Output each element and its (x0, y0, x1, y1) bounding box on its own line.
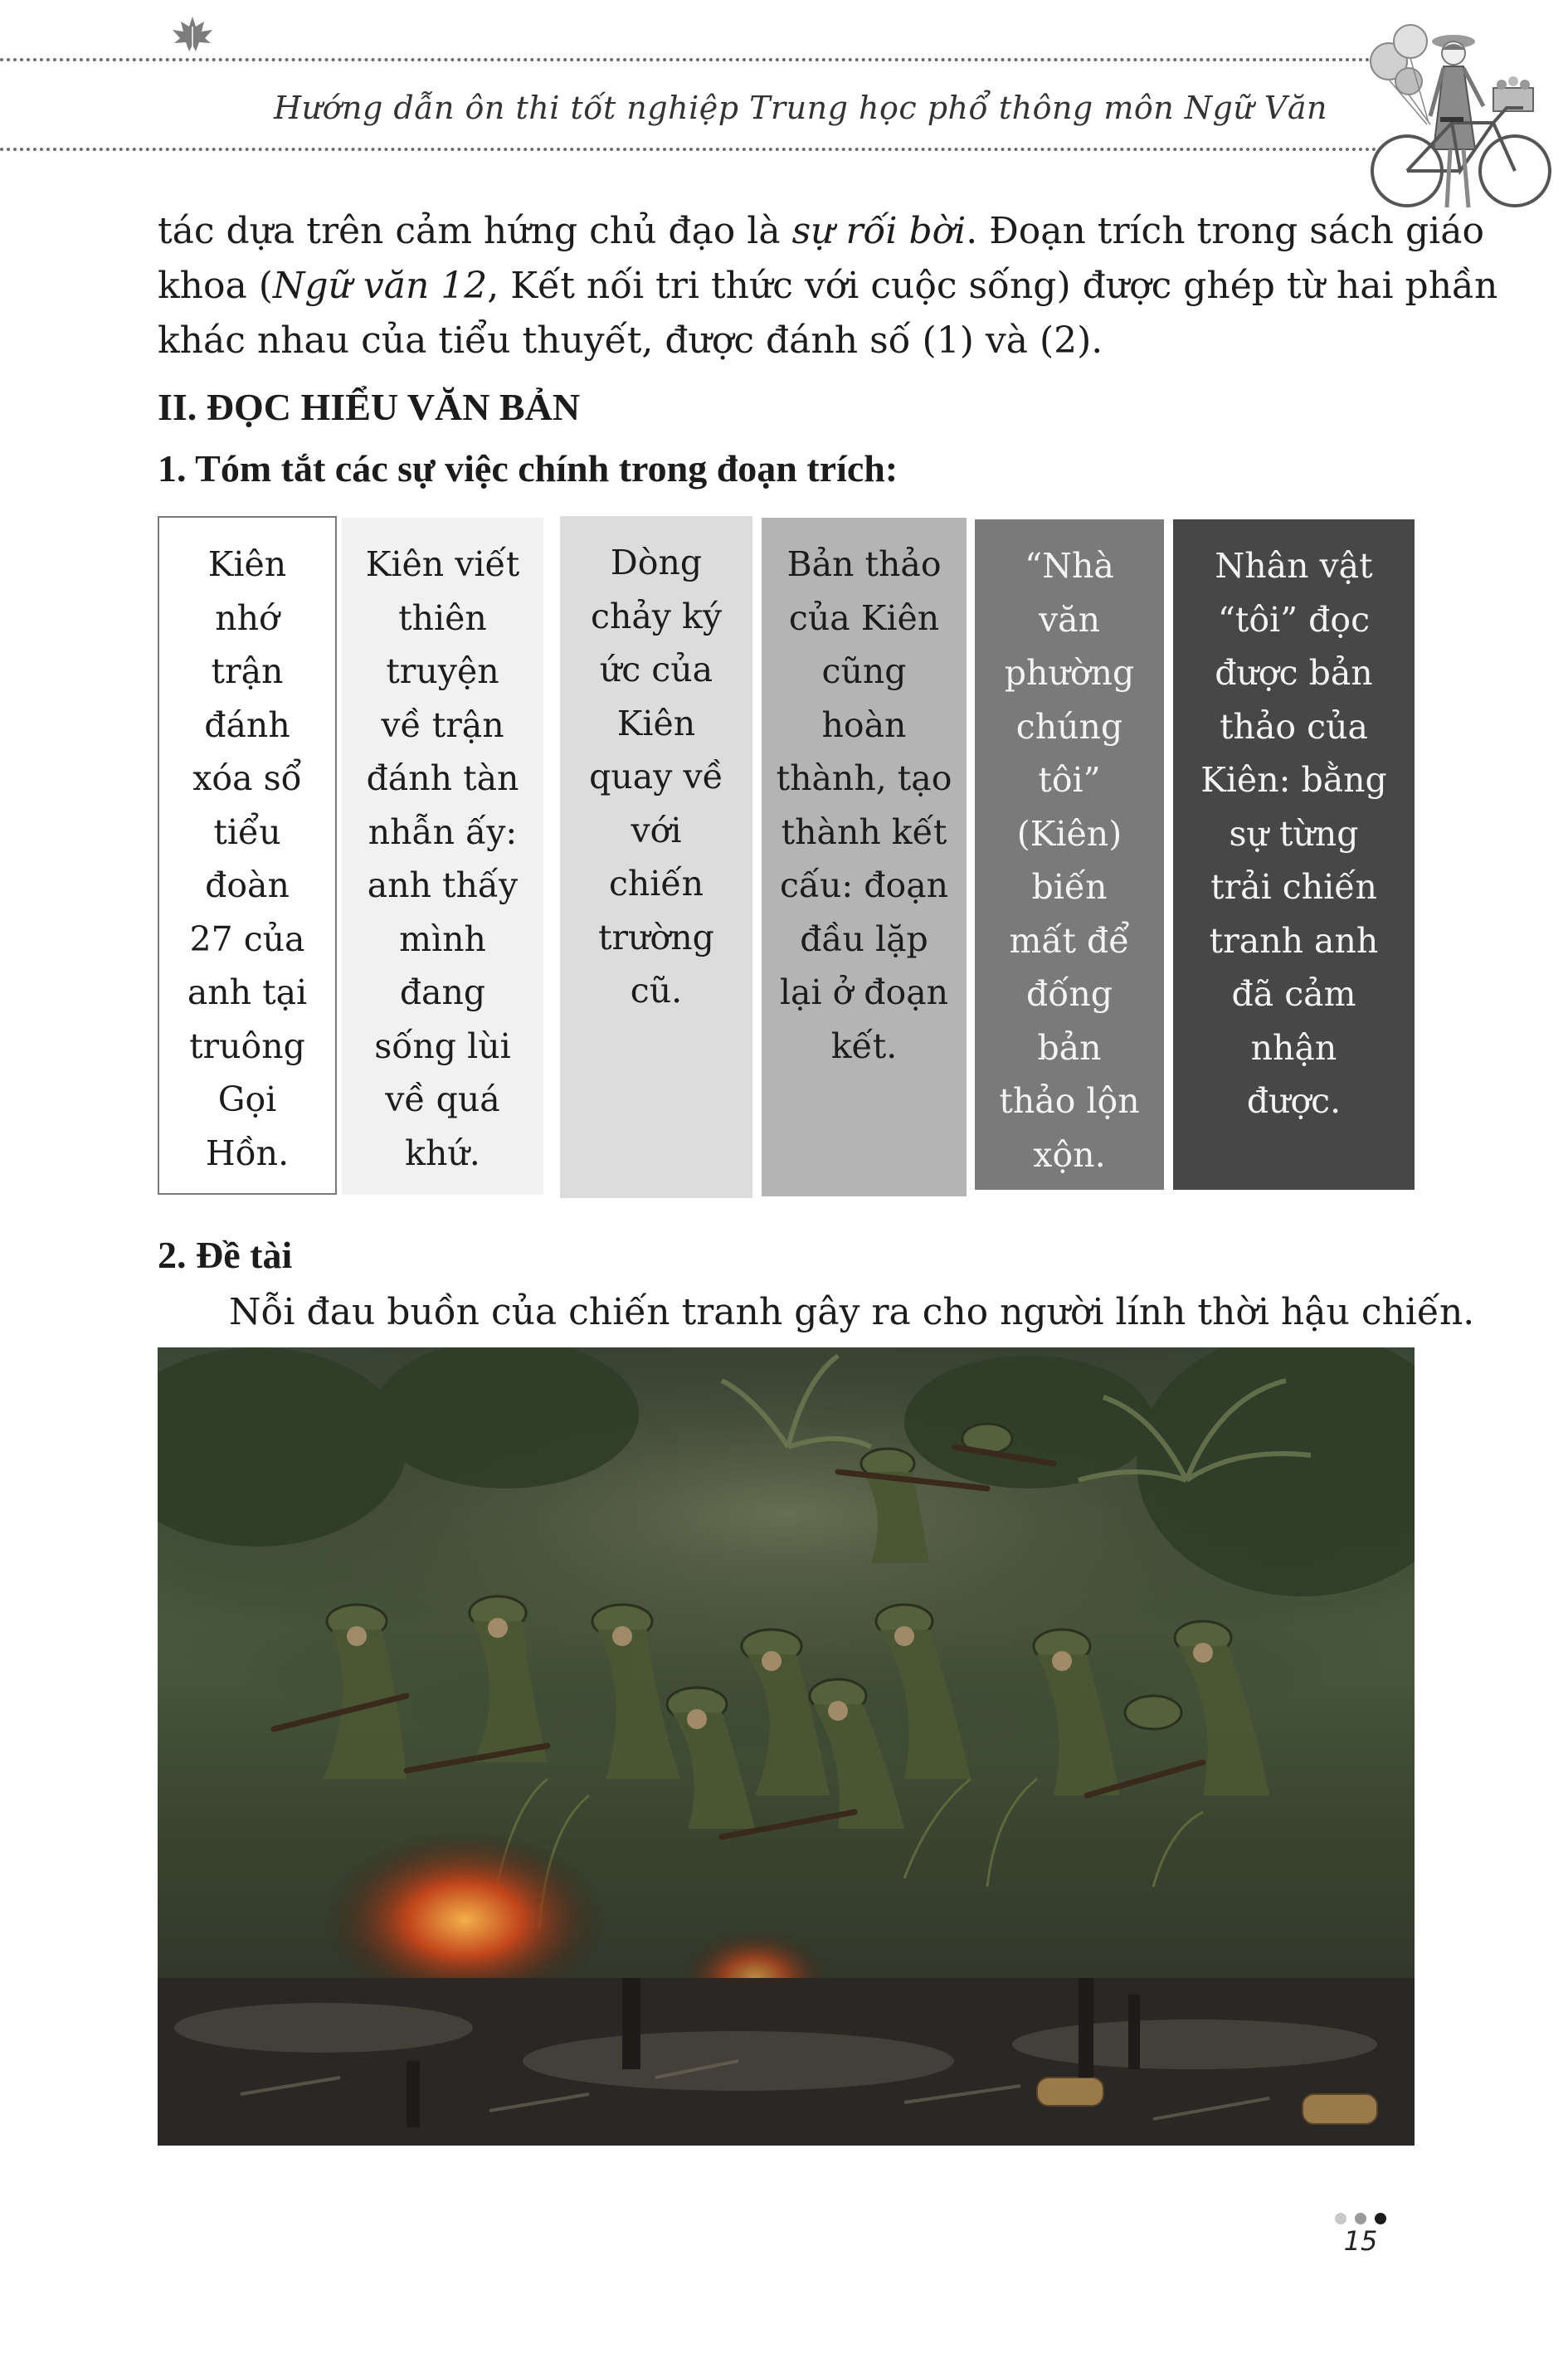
intro-line-3-text: khác nhau của tiểu thuyết, được đánh số (1) và (2). (158, 319, 1103, 362)
emphasis-phrase: sự rối bời (791, 210, 967, 252)
subsection-heading-summary: 1. Tóm tắt các sự việc chính trong đoạn trích: (158, 447, 898, 490)
summary-box-6-text: Nhân vật “tôi” đọc được bản thảo của Kiên: bằng sự từng trải chiến tranh anh đã cảm nhận được. (1200, 546, 1387, 1121)
summary-box-1 (158, 516, 337, 1195)
summary-box-4-text: Bản thảo của Kiên cũng hoàn thành, tạo thành kết cấu: đoạn đầu lặp lại ở đoạn kết. (776, 544, 952, 1066)
intro-line-2 (158, 259, 1498, 314)
header-dotted-rule-bottom (0, 148, 1377, 151)
summary-box-2-text: Kiên viết thiên truyện về trận đánh tàn nhẫn ấy: anh thấy mình đang sống lùi về quá khứ. (365, 544, 520, 1173)
theme-text: Nỗi đau buồn của chiến tranh gây ra cho người lính thời hậu chiến. (229, 1291, 1475, 1333)
summary-flow (158, 514, 1415, 1195)
maple-leaf-icon (166, 15, 219, 53)
header-dotted-rule-top (0, 58, 1377, 61)
summary-box-5-text: “Nhà văn phường chúng tôi” (Kiên) biến mất để đống bản thảo lộn xộn. (999, 546, 1140, 1175)
page-number: 15 (1343, 2225, 1378, 2257)
intro-line-2-c: , Kết nối tri thức với cuộc sống) được ghép từ hai phần (487, 265, 1498, 307)
header-title: Hướng dẫn ôn thi tốt nghiệp Trung học phổ thông môn Ngữ Văn (274, 90, 1327, 126)
summary-box-3-text: Dòng chảy ký ức của Kiên quay về với chiến trường cũ. (589, 543, 723, 1011)
book-title: Ngữ văn 12 (272, 265, 488, 307)
summary-box-4 (762, 518, 967, 1196)
intro-paragraph (158, 204, 1498, 368)
summary-box-5 (975, 519, 1164, 1190)
intro-line-1 (158, 204, 1484, 259)
intro-line-3 (158, 314, 1415, 368)
subsection-heading-theme: 2. Đề tài (158, 1234, 293, 1276)
summary-box-1-text: Kiên nhớ trận đánh xóa sổ tiểu đoàn 27 của anh tại truông Gọi Hồn. (187, 544, 308, 1173)
summary-box-2 (342, 518, 543, 1195)
war-painting-image (158, 1347, 1415, 2146)
section-heading: II. ĐỌC HIỂU VĂN BẢN (158, 386, 581, 428)
summary-box-3 (560, 516, 752, 1198)
page-dots-icon (1327, 2210, 1394, 2227)
summary-box-6 (1173, 519, 1415, 1190)
intro-line-1-text: tác dựa trên cảm hứng chủ đạo là sự rối bời. Đoạn trích trong sách giáo (158, 210, 1484, 252)
intro-line-2-a: khoa ( (158, 265, 273, 307)
bicycle-girl-illustration (1361, 17, 1553, 216)
